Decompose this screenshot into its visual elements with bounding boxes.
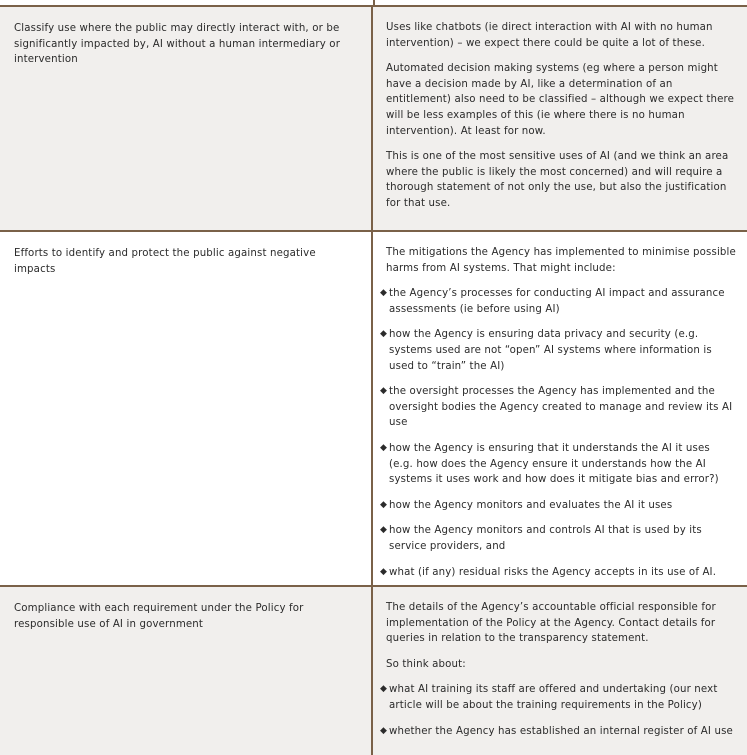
diamond-bullet-icon: ◆ bbox=[380, 499, 388, 510]
list-item-text: what (if any) residual risks the Agency accepts in its use of AI. bbox=[389, 566, 717, 578]
list-item bbox=[381, 327, 737, 374]
guidance-paragraph: This is one of the most sensitive uses of AI (and we think an area where the public is likely the most concerned) and will require a thorough statement of not only the use, but also the justification for that use. bbox=[386, 151, 729, 209]
guidance-intro: So think about: bbox=[386, 658, 466, 670]
diamond-bullet-icon: ◆ bbox=[380, 442, 388, 453]
guidance-cell bbox=[373, 7, 747, 230]
list-item-text: what AI training its staff are offered and undertaking (our next article will be about the training requirements in the Policy) bbox=[389, 684, 718, 711]
requirement-cell bbox=[0, 7, 373, 230]
list-item-text: how the Agency monitors and evaluates the AI it uses bbox=[389, 499, 673, 511]
table-row bbox=[0, 5, 747, 230]
requirement-text: Efforts to identify and protect the public against negative impacts bbox=[14, 248, 316, 275]
diamond-bullet-icon: ◆ bbox=[380, 684, 388, 695]
diamond-bullet-icon: ◆ bbox=[380, 386, 388, 397]
requirement-cell bbox=[0, 587, 373, 755]
diamond-bullet-icon: ◆ bbox=[380, 725, 388, 736]
list-item-text: the Agency’s processes for conducting AI impact and assurance assessments (ie before using AI) bbox=[389, 288, 725, 315]
requirement-text: Classify use where the public may directly interact with, or be significantly impacted by, AI without a human intermediary or intervention bbox=[14, 23, 341, 66]
list-item bbox=[381, 523, 737, 554]
guidance-cell bbox=[373, 587, 747, 755]
requirement-text: Compliance with each requirement under the Policy for responsible use of AI in government bbox=[14, 603, 304, 630]
list-item-text: how the Agency is ensuring data privacy and security (e.g. systems used are not “open” AI systems where information is used to “train” the AI) bbox=[389, 329, 712, 372]
list-item bbox=[381, 286, 737, 317]
guidance-paragraph: Automated decision making systems (eg where a person might have a decision made by AI, like a determination of an entitlement) also need to be classified – although we expect there will be less examples of this (ie where there is no human intervention). At least for now. bbox=[386, 63, 735, 137]
guidance-intro: The details of the Agency’s accountable official responsible for implementation of the Policy at the Agency. Contact details for queries in relation to the transparency statement. bbox=[386, 602, 716, 645]
diamond-bullet-icon: ◆ bbox=[380, 525, 388, 536]
list-item-text: whether the Agency has established an internal register of AI use bbox=[389, 725, 733, 737]
list-item-text: how the Agency monitors and controls AI that is used by its service providers, and bbox=[389, 525, 702, 552]
list-item bbox=[381, 682, 737, 713]
list-item bbox=[381, 384, 737, 431]
list-item bbox=[381, 441, 737, 488]
diamond-bullet-icon: ◆ bbox=[380, 329, 388, 340]
top-column-divider bbox=[373, 0, 375, 5]
table-row bbox=[0, 585, 747, 755]
diamond-bullet-icon: ◆ bbox=[380, 288, 388, 299]
list-item-text: the oversight processes the Agency has implemented and the oversight bodies the Agency created to manage and review its AI use bbox=[389, 386, 733, 429]
list-item bbox=[381, 498, 737, 514]
guidance-intro: The mitigations the Agency has implemented to minimise possible harms from AI systems. That might include: bbox=[386, 247, 736, 274]
requirement-cell bbox=[0, 232, 373, 585]
list-item-text: how the Agency is ensuring that it understands the AI it uses (e.g. how does the Agency ensure it understands how the AI systems it uses work and how does it mitigate bias and error?) bbox=[389, 442, 719, 486]
guidance-paragraph: Uses like chatbots (ie direct interaction with AI with no human intervention) – we expect there could be quite a lot of these. bbox=[386, 22, 713, 49]
list-item bbox=[381, 724, 737, 740]
diamond-bullet-icon: ◆ bbox=[380, 566, 388, 577]
list-item bbox=[381, 565, 737, 581]
table-row bbox=[0, 230, 747, 585]
guidance-cell bbox=[373, 232, 747, 585]
